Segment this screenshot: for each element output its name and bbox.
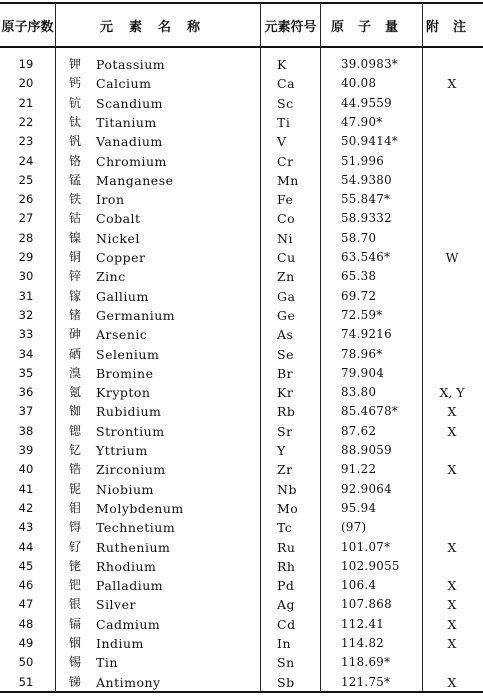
symbol-cell: Ga (277, 288, 296, 304)
atomic-number-cell: 44 (18, 539, 34, 554)
atomic-number-cell: 47 (18, 597, 34, 612)
english-name-cell: Zirconium (96, 462, 166, 478)
atomic-mass-cell: 51.996 (341, 153, 385, 168)
chinese-name-cell: 铜 (69, 250, 82, 264)
note-cell (426, 55, 478, 74)
table-row (0, 74, 483, 93)
note-cell (426, 557, 478, 576)
atomic-number-cell: 40 (18, 462, 34, 477)
atomic-mass-cell: 58.9332 (341, 211, 392, 226)
note-cell (426, 306, 478, 325)
english-name-cell: Nickel (96, 230, 140, 246)
atomic-number-cell: 41 (18, 481, 34, 496)
atomic-mass-cell: 95.94 (341, 500, 377, 515)
chinese-name-cell: 钌 (69, 539, 82, 554)
symbol-cell: Ca (277, 76, 296, 92)
english-name-cell: Zinc (96, 269, 126, 285)
symbol-cell: K (277, 57, 287, 72)
table-row (0, 55, 483, 74)
symbol-cell: V (277, 134, 287, 150)
atomic-mass-cell: 69.72 (341, 288, 377, 303)
symbol-cell: Nb (277, 481, 297, 497)
table-row (0, 345, 483, 364)
chinese-name-cell: 溴 (69, 365, 82, 380)
atomic-mass-cell: 74.9216 (341, 327, 392, 342)
english-name-cell: Yttrium (96, 443, 148, 458)
chinese-name-cell: 钛 (69, 114, 82, 129)
atomic-mass-cell: 121.75* (341, 674, 391, 689)
chinese-name-cell: 钪 (69, 95, 82, 110)
table-row (0, 595, 483, 614)
atomic-number-cell: 23 (18, 134, 34, 149)
english-name-cell: Selenium (96, 346, 160, 362)
english-name-cell: Iron (96, 192, 125, 208)
chinese-name-cell: 硒 (69, 346, 82, 361)
table-row (0, 190, 483, 209)
chinese-name-cell: 钾 (69, 57, 82, 71)
header-symbol: 元素符号 (264, 19, 317, 35)
symbol-cell: Fe (277, 192, 294, 208)
note-cell (426, 364, 478, 383)
symbol-cell: Sr (277, 423, 293, 439)
chinese-name-cell: 锌 (69, 269, 82, 284)
atomic-mass-cell: 39.0983* (341, 57, 399, 71)
chinese-name-cell: 锰 (69, 172, 82, 187)
note-cell: X (447, 76, 457, 92)
english-name-cell: Molybdenum (96, 500, 184, 516)
atomic-mass-cell: 91.22 (341, 462, 377, 477)
symbol-cell: Sb (277, 674, 295, 690)
note-cell (426, 441, 478, 460)
table-row (0, 576, 483, 595)
symbol-cell: Ni (277, 230, 293, 246)
symbol-cell: Cd (277, 616, 296, 632)
symbol-cell: Sn (277, 655, 295, 671)
english-name-cell: Palladium (96, 578, 164, 594)
chinese-name-cell: 锶 (69, 423, 82, 438)
table-row (0, 557, 483, 576)
note-cell (426, 152, 478, 171)
english-name-cell: Ruthenium (96, 539, 171, 555)
symbol-cell: Zn (277, 269, 295, 285)
atomic-mass-cell: 88.9059 (341, 443, 392, 457)
english-name-cell: Indium (96, 636, 144, 651)
atomic-number-cell: 33 (18, 327, 34, 342)
chinese-name-cell: 钼 (69, 500, 82, 515)
atomic-number-cell: 26 (18, 192, 34, 207)
atomic-mass-cell: 40.08 (341, 76, 377, 91)
note-cell (426, 94, 478, 113)
note-cell: W (445, 250, 459, 265)
note-cell: X (447, 616, 457, 632)
atomic-mass-cell: 114.82 (341, 636, 385, 650)
atomic-number-cell: 30 (18, 269, 34, 284)
table-row (0, 364, 483, 383)
table-row (0, 402, 483, 421)
english-name-cell: Chromium (96, 153, 167, 169)
note-cell (426, 113, 478, 132)
table-row (0, 267, 483, 286)
atomic-number-cell: 32 (18, 307, 34, 322)
note-cell: X (447, 674, 457, 690)
chinese-name-cell: 铁 (69, 192, 82, 207)
english-name-cell: Rhodium (96, 558, 157, 574)
symbol-cell: Ru (277, 539, 296, 555)
english-name-cell: Arsenic (96, 327, 148, 343)
atomic-mass-cell: 65.38 (341, 269, 377, 284)
english-name-cell: Strontium (96, 423, 165, 439)
note-cell (426, 229, 478, 248)
chinese-name-cell: 锡 (69, 655, 82, 670)
chinese-name-cell: 锑 (69, 674, 82, 689)
header-atomic-number: 原子序数 (1, 19, 54, 35)
header-note: 附注 (425, 19, 480, 35)
english-name-cell: Potassium (96, 57, 166, 72)
note-cell: X (447, 539, 457, 555)
chinese-name-cell: 铬 (69, 153, 82, 168)
symbol-cell: Se (277, 346, 294, 362)
symbol-cell: Pd (277, 578, 295, 594)
note-cell (426, 518, 478, 537)
symbol-cell: Cr (277, 153, 294, 169)
symbol-cell: Ag (277, 597, 296, 613)
chinese-name-cell: 锗 (69, 307, 82, 322)
note-cell (426, 267, 478, 286)
atomic-mass-cell: (97) (341, 520, 367, 535)
atomic-number-cell: 19 (18, 57, 34, 71)
table-row (0, 306, 483, 325)
atomic-mass-cell: 83.80 (341, 385, 377, 400)
symbol-cell: Cu (277, 250, 296, 265)
table-row (0, 229, 483, 248)
symbol-cell: Rb (277, 404, 296, 420)
chinese-name-cell: 锆 (69, 462, 82, 477)
note-cell (426, 480, 478, 499)
atomic-number-cell: 49 (18, 636, 34, 650)
note-cell: X (447, 404, 457, 420)
note-cell (426, 190, 478, 209)
note-cell: X (447, 423, 457, 439)
table-row (0, 422, 483, 441)
symbol-cell: Mo (277, 500, 299, 516)
english-name-cell: Manganese (96, 172, 174, 188)
table-row (0, 152, 483, 171)
english-name-cell: Niobium (96, 481, 154, 497)
symbol-cell: Ge (277, 307, 296, 323)
atomic-mass-cell: 72.59* (341, 307, 383, 322)
atomic-mass-cell: 118.69* (341, 655, 391, 670)
chinese-name-cell: 锝 (69, 520, 82, 535)
atomic-number-cell: 25 (18, 172, 34, 187)
table-row (0, 480, 483, 499)
table-row (0, 460, 483, 479)
symbol-cell: Tc (277, 520, 293, 536)
table-row (0, 538, 483, 557)
atomic-mass-cell: 106.4 (341, 578, 377, 593)
atomic-number-cell: 27 (18, 211, 34, 226)
atomic-mass-cell: 92.9064 (341, 481, 392, 496)
chinese-name-cell: 钴 (69, 211, 82, 226)
atomic-number-cell: 22 (18, 114, 34, 129)
symbol-cell: Y (277, 443, 286, 458)
atomic-number-cell: 28 (18, 230, 34, 245)
note-cell: X, Y (439, 385, 465, 401)
atomic-number-cell: 46 (18, 578, 34, 593)
atomic-number-cell: 31 (18, 288, 34, 303)
symbol-cell: Co (277, 211, 296, 227)
table-row (0, 248, 483, 267)
english-name-cell: Antimony (96, 674, 161, 690)
atomic-number-cell: 37 (18, 404, 34, 419)
atomic-number-cell: 48 (18, 616, 34, 631)
atomic-number-cell: 36 (18, 385, 34, 400)
table-row (0, 673, 483, 692)
english-name-cell: Cobalt (96, 211, 141, 227)
english-name-cell: Titanium (96, 114, 157, 130)
symbol-cell: In (277, 636, 291, 651)
atomic-number-cell: 34 (18, 346, 34, 361)
note-cell: X (447, 462, 457, 478)
symbol-cell: Kr (277, 385, 294, 401)
symbol-cell: Ti (277, 114, 291, 130)
atomic-number-cell: 24 (18, 153, 34, 168)
table-row (0, 499, 483, 518)
symbol-cell: Rh (277, 558, 296, 574)
table-row (0, 287, 483, 306)
table-row (0, 653, 483, 672)
atomic-mass-cell: 55.847* (341, 192, 391, 207)
table-row (0, 383, 483, 402)
atomic-number-cell: 39 (18, 443, 34, 457)
atomic-number-cell: 43 (18, 520, 34, 535)
atomic-number-cell: 42 (18, 500, 34, 515)
note-cell: X (447, 597, 457, 613)
english-name-cell: Cadmium (96, 616, 161, 632)
chinese-name-cell: 镉 (69, 616, 82, 631)
atomic-mass-cell: 112.41 (341, 616, 385, 631)
english-name-cell: Gallium (96, 288, 149, 304)
chinese-name-cell: 铷 (69, 404, 82, 419)
atomic-mass-cell: 63.546* (341, 250, 391, 264)
table-row (0, 113, 483, 132)
note-cell (426, 653, 478, 672)
symbol-cell: As (277, 327, 294, 343)
chinese-name-cell: 钇 (69, 443, 82, 457)
chinese-name-cell: 氪 (69, 385, 82, 400)
atomic-number-cell: 20 (18, 76, 34, 91)
chinese-name-cell: 铟 (69, 636, 82, 650)
chinese-name-cell: 铌 (69, 481, 82, 496)
chinese-name-cell: 砷 (69, 327, 82, 342)
note-cell (426, 499, 478, 518)
atomic-mass-cell: 47.90* (341, 114, 383, 129)
atomic-number-cell: 29 (18, 250, 34, 264)
atomic-number-cell: 51 (18, 674, 34, 689)
atomic-mass-cell: 87.62 (341, 423, 377, 438)
chinese-name-cell: 钒 (69, 134, 82, 149)
header-atomic-mass: 原子量 (330, 19, 412, 35)
note-cell (426, 287, 478, 306)
table-row (0, 209, 483, 228)
table-row (0, 94, 483, 113)
table-row (0, 615, 483, 634)
atomic-mass-cell: 85.4678* (341, 404, 399, 419)
symbol-cell: Sc (277, 95, 294, 111)
table-row (0, 325, 483, 344)
atomic-mass-cell: 50.9414* (341, 134, 399, 149)
english-name-cell: Technetium (96, 520, 176, 536)
english-name-cell: Tin (96, 655, 118, 671)
table-row (0, 132, 483, 151)
chinese-name-cell: 银 (69, 597, 82, 612)
symbol-cell: Br (277, 365, 294, 381)
english-name-cell: Germanium (96, 307, 176, 323)
atomic-mass-cell: 101.07* (341, 539, 391, 554)
note-cell (426, 345, 478, 364)
header-element-name: 元素名称 (99, 19, 216, 35)
english-name-cell: Rubidium (96, 404, 162, 420)
english-name-cell: Silver (96, 597, 136, 613)
symbol-cell: Zr (277, 462, 293, 478)
note-cell (426, 132, 478, 151)
atomic-number-cell: 50 (18, 655, 34, 670)
header-rule (0, 46, 483, 48)
english-name-cell: Bromine (96, 365, 154, 381)
note-cell (426, 171, 478, 190)
atomic-mass-cell: 102.9055 (341, 558, 400, 573)
english-name-cell: Scandium (96, 95, 163, 111)
note-cell: X (447, 636, 457, 651)
atomic-number-cell: 35 (18, 365, 34, 380)
atomic-mass-cell: 78.96* (341, 346, 383, 361)
table-row (0, 634, 483, 653)
atomic-mass-cell: 44.9559 (341, 95, 392, 110)
atomic-mass-cell: 54.9380 (341, 172, 392, 187)
chinese-name-cell: 镍 (69, 230, 82, 245)
english-name-cell: Krypton (96, 385, 151, 401)
note-cell: X (447, 578, 457, 594)
chinese-name-cell: 钙 (69, 76, 82, 91)
atomic-mass-cell: 58.70 (341, 230, 377, 245)
table-row (0, 518, 483, 537)
atomic-number-cell: 45 (18, 558, 34, 573)
chinese-name-cell: 镓 (69, 288, 82, 303)
note-cell (426, 209, 478, 228)
english-name-cell: Vanadium (96, 134, 163, 150)
atomic-number-cell: 38 (18, 423, 34, 438)
table-row (0, 441, 483, 460)
atomic-mass-cell: 79.904 (341, 365, 385, 380)
atomic-mass-cell: 107.868 (341, 597, 392, 612)
chinese-name-cell: 铑 (69, 558, 82, 573)
symbol-cell: Mn (277, 172, 299, 188)
english-name-cell: Calcium (96, 76, 152, 92)
english-name-cell: Copper (96, 250, 146, 265)
table-row (0, 171, 483, 190)
atomic-number-cell: 21 (18, 95, 34, 110)
note-cell (426, 325, 478, 344)
chinese-name-cell: 钯 (69, 578, 82, 593)
